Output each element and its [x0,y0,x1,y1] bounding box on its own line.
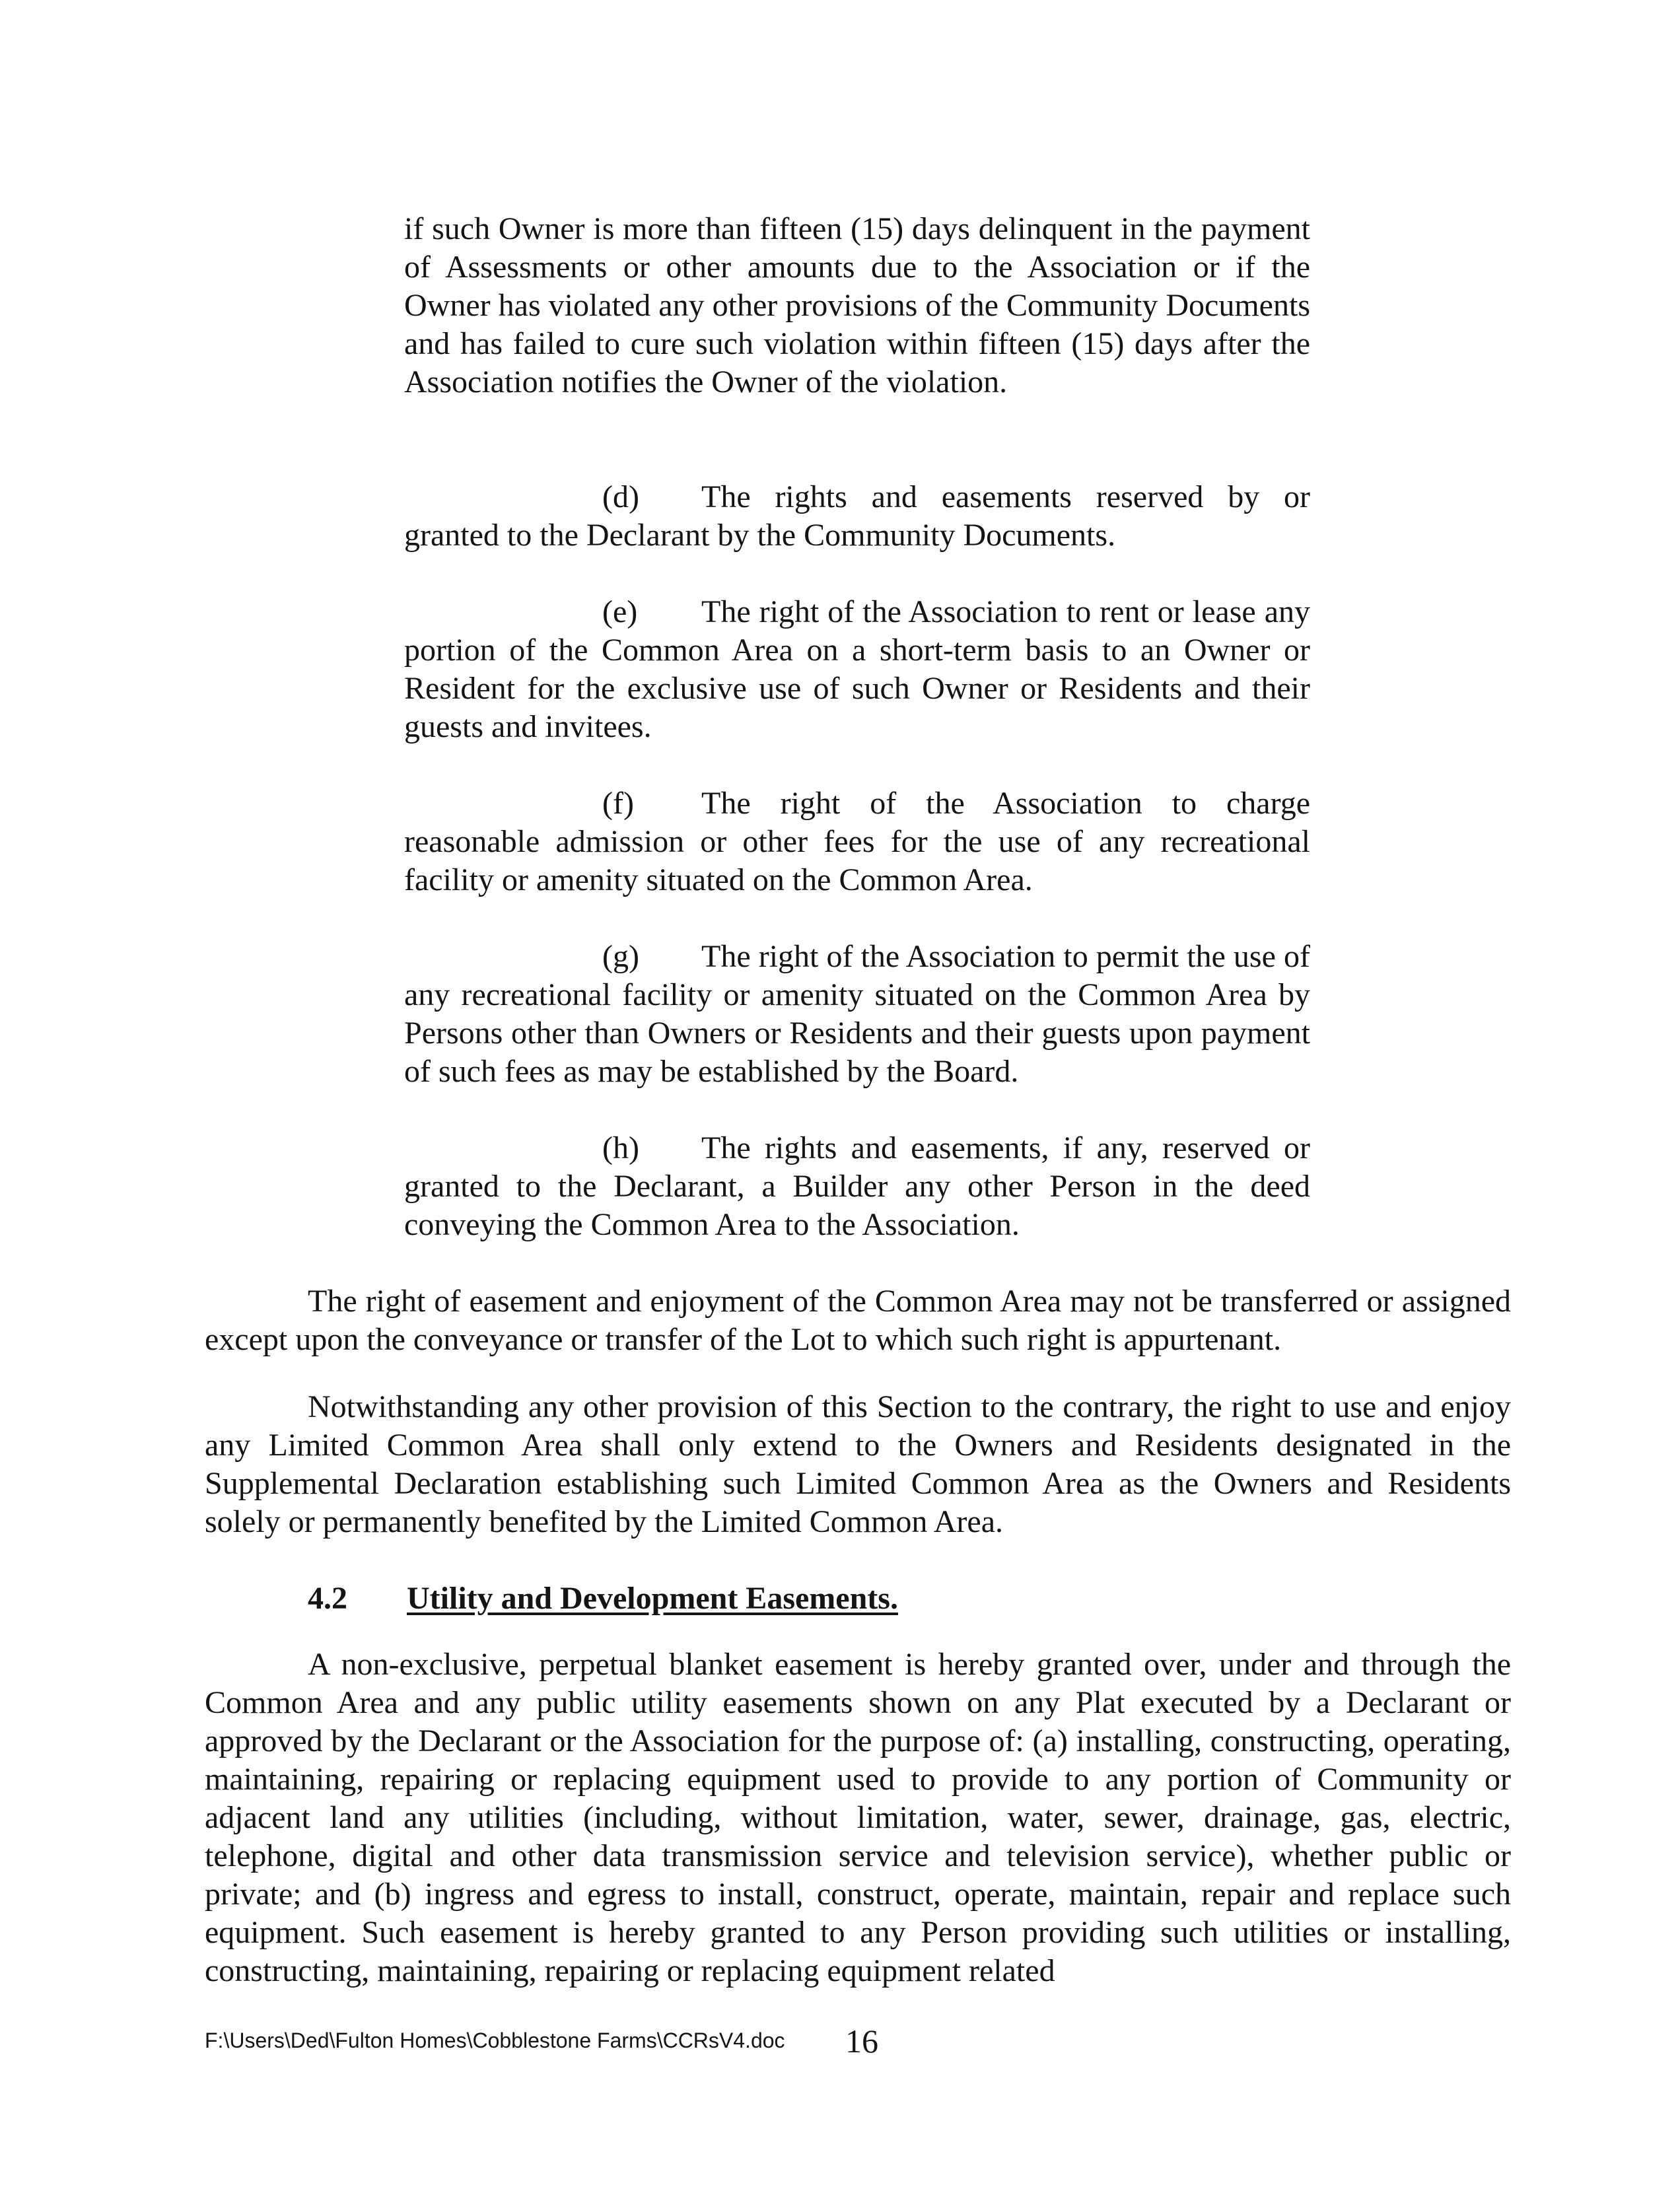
subsection-d-text: The rights and easements reserved by or granted to the Declarant by the Community Documents. [404,479,1310,553]
subsection-g [404,938,1310,1091]
subsection-d [404,478,1310,555]
subsection-g-label: (g) [602,939,639,974]
subsection-h-text: The rights and easements, if any, reserved or granted to the Declarant, a Builder any other Person in the deed conveying the Common Area to the Association. [404,1130,1310,1242]
easement-transfer-paragraph: The right of easement and enjoyment of the Common Area may not be transferred or assigned except upon the conveyance or transfer of the Lot to which such right is appurtenant. [205,1284,1511,1357]
section-heading [308,1580,898,1618]
section-title: Utility and Development Easements. [407,1581,898,1616]
limited-common-area-paragraph: Notwithstanding any other provision of this Section to the contrary, the right to use and enjoy any Limited Common Area shall only extend to the Owners and Residents designated in the Supplemental Declaration establishing such Limited Common Area as the Owners and Residents solely or permanently benefited by the Limited Common Area. [205,1389,1511,1539]
subsection-g-text: The right of the Association to permit the use of any recreational facility or amenity situated on the Common Area by Persons other than Owners or Residents and their guests upon payment of such fees as may be established by the Board. [404,939,1310,1089]
subsection-e-text: The right of the Association to rent or lease any portion of the Common Area on a short-term basis to an Owner or Resident for the exclusive use of such Owner or Residents and their guests and invitees. [404,594,1310,744]
subsection-f-text: The right of the Association to charge reasonable admission or other fees for the use of any recreational facility or amenity situated on the Common Area. [404,786,1310,897]
subsection-e-label: (e) [602,594,638,629]
subsection-h [404,1129,1310,1244]
section-number: 4.2 [308,1581,347,1616]
subsection-f [404,784,1310,899]
subsection-e [404,593,1310,746]
page-number: 16 [845,2023,878,2060]
subsection-f-label: (f) [602,786,634,821]
subsection-d-label: (d) [602,479,639,514]
subsection-h-label: (h) [602,1130,639,1165]
footer-file-path: F:\Users\Ded\Fulton Homes\Cobblestone Farms\CCRsV4.doc [205,2029,785,2052]
utility-easement-paragraph: A non-exclusive, perpetual blanket easement is hereby granted over, under and through the Common Area and any public utility easements shown on any Plat executed by a Declarant or approved by the Declarant or the Association for the purpose of: (a) installing, constructing, operating, maintaining, repairing or replacing equipment used to provide to any portion of Community or adjacent land any utilities (including, without limitation, water, sewer, drainage, gas, electric, telephone, digital and other data transmission service and television service), whether public or private; and (b) ingress and egress to install, construct, operate, maintain, repair and replace such equipment. Such easement is hereby granted to any Person providing such utilities or installing, constructing, maintaining, repairing or replacing equipment related [205,1647,1511,1988]
continuation-paragraph: if such Owner is more than fifteen (15) days delinquent in the payment of Assessments or other amounts due to the Association or if the Owner has violated any other provisions of the Community Documents and has failed to cure such violation within fifteen (15) days after the Association notifies the Owner of the violation. [404,211,1310,399]
